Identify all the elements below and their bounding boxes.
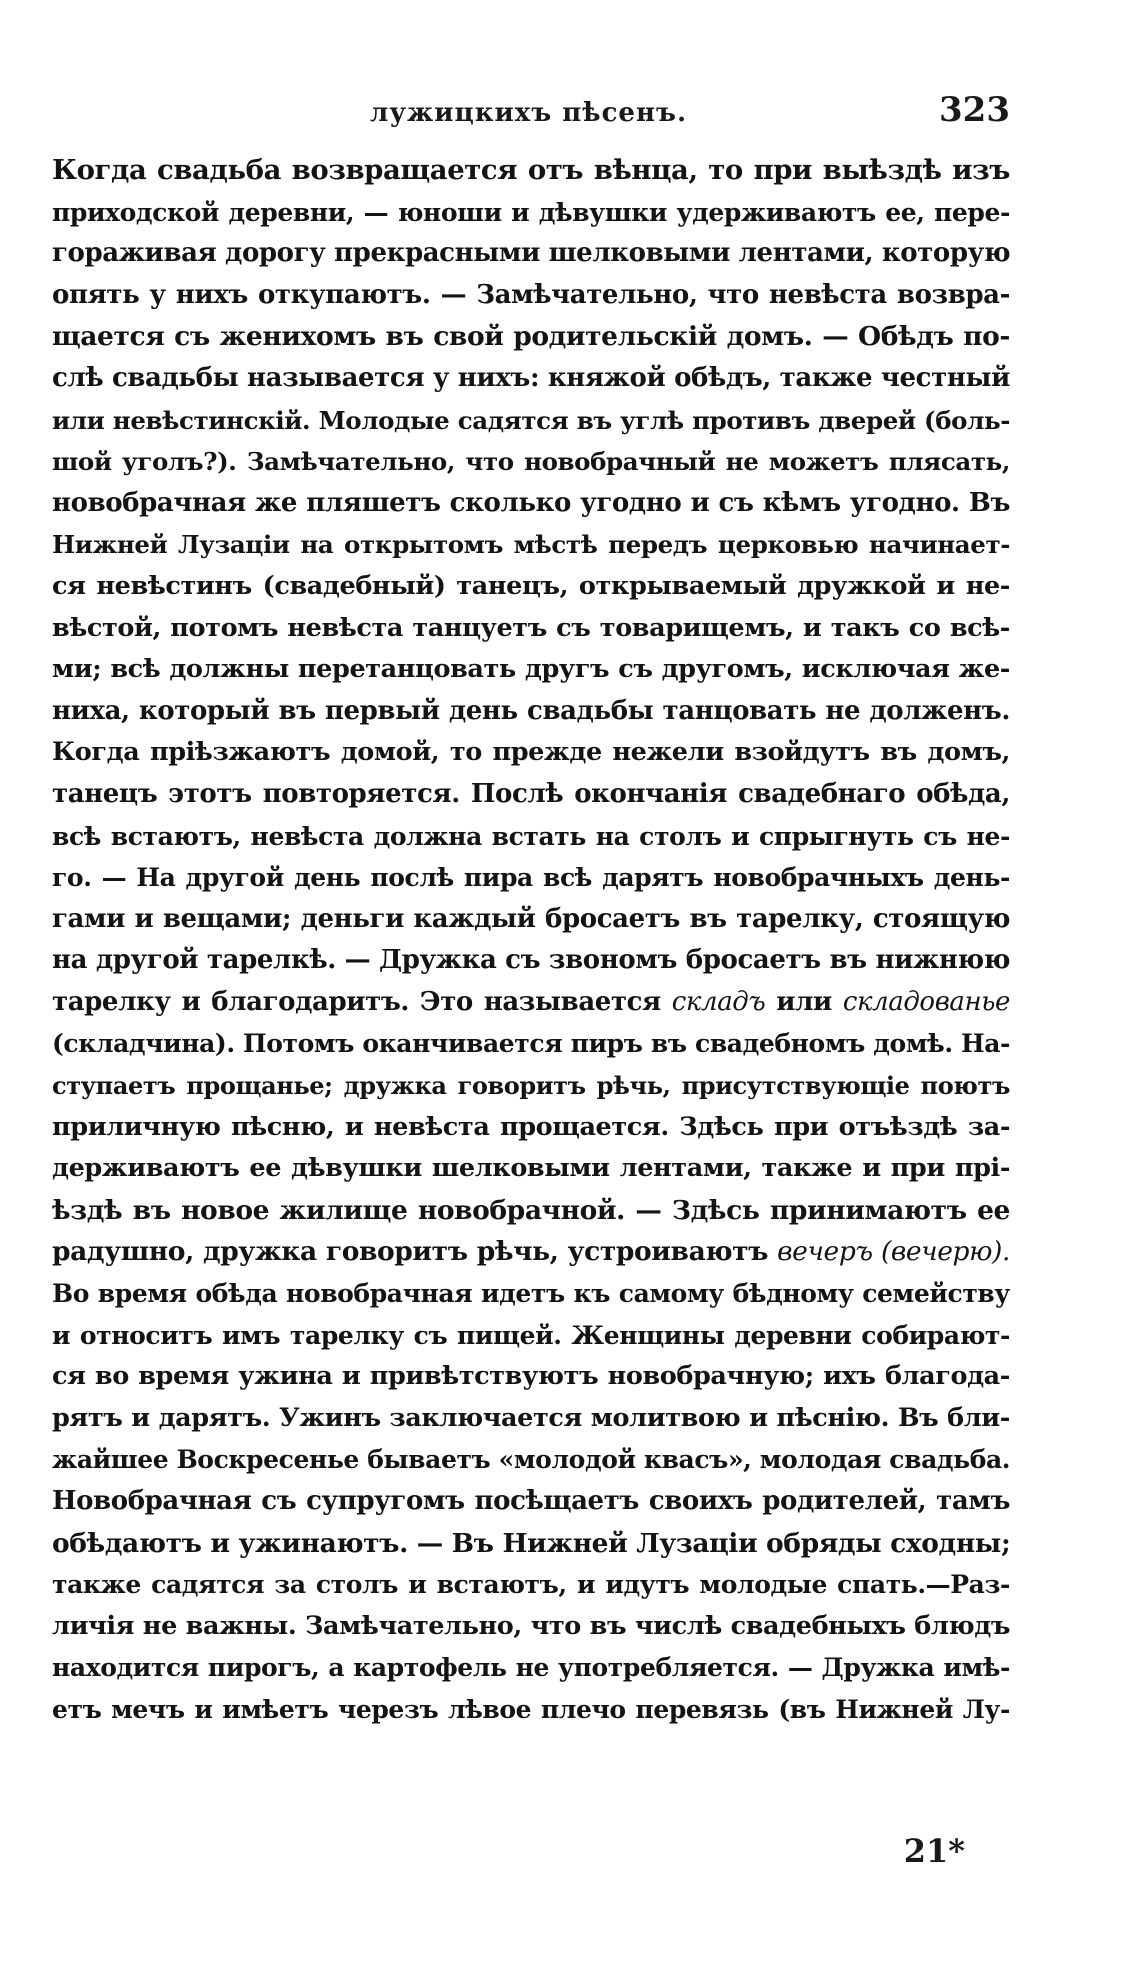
text-line: Когда свадьба возвращается отъ вѣнца, то при выѣздѣ изъ xyxy=(52,154,1010,186)
text-line: го. — На другой день послѣ пира всѣ дарятъ новобрачныхъ день- xyxy=(52,863,1010,893)
text-line: рятъ и дарятъ. Ужинъ заключается молитвою и пѣснію. Въ бли- xyxy=(52,1402,1010,1433)
text-line: гораживая дорогу прекрасными шелковыми лентами, которую xyxy=(52,238,1011,269)
text-line: также садятся за столъ и встаютъ, и идутъ молодые спать.—Раз- xyxy=(52,1570,1010,1600)
text-line: всѣ встаютъ, невѣста должна встать на столъ и спрыгнуть съ не- xyxy=(52,821,1010,851)
page-number: 323 xyxy=(939,90,1010,130)
text-line: ми; всѣ должны перетанцовать другъ съ другомъ, исключая же- xyxy=(52,654,1010,685)
text-line: (складчина). Потомъ оканчивается пиръ въ свадебномъ домѣ. На- xyxy=(52,1029,1010,1059)
text-line: ступаетъ прощанье; дружка говоритъ рѣчь, присутствующіе поютъ xyxy=(52,1071,1010,1101)
text-line: Новобрачная съ супругомъ посѣщаетъ своихъ родителей, тамъ xyxy=(52,1486,1010,1516)
text-line: приличную пѣсню, и невѣста прощается. Здѣсь при отъѣздѣ за- xyxy=(52,1111,1010,1142)
text-line: приходской деревни, — юноши и дѣвушки удерживаютъ ее, пере- xyxy=(52,197,1010,227)
text-line: или невѣстинскій. Молодые садятся въ углѣ противъ дверей (боль- xyxy=(52,405,1010,435)
text-line: слѣ свадьбы называется у нихъ: княжой обѣдъ, также честный xyxy=(52,362,1010,393)
text-line: опять у нихъ откупаютъ. — Замѣчательно, что невѣста возвра- xyxy=(52,279,1010,310)
text-line: Нижней Лузаціи на открытомъ мѣстѣ передъ церковью начинает- xyxy=(52,530,1010,560)
body-text xyxy=(52,150,1010,1731)
text-line: держиваютъ ее дѣвушки шелковыми лентами, также и при прі- xyxy=(52,1153,1010,1184)
text-run: или xyxy=(765,986,843,1017)
text-run: радушно, дружка говоритъ рѣчь, устроиваютъ xyxy=(52,1236,778,1268)
text-line: ѣздѣ въ новое жилище новобрачной. — Здѣсь принимаютъ ее xyxy=(52,1194,1010,1226)
running-title: лужицкихъ пѣсенъ. xyxy=(370,98,687,128)
text-line-with-italics xyxy=(52,982,1010,1024)
text-line: находится пирогъ, а картофель не употребляется. — Дружка имѣ- xyxy=(52,1653,1010,1683)
italic-term: складъ xyxy=(671,986,766,1017)
text-run: тарелку и благодаритъ. Это называется xyxy=(52,986,672,1017)
text-line: гами и вещами; деньги каждый бросаетъ въ тарелку, стоящую xyxy=(52,903,1010,934)
italic-term: вечеръ (вечерю). xyxy=(777,1236,1011,1268)
text-line: ся невѣстинъ (свадебный) танецъ, открываемый дружкой и не- xyxy=(52,570,1010,601)
text-line: Когда пріѣзжаютъ домой, то прежде нежели взойдутъ въ домъ, xyxy=(52,737,1010,768)
text-line: новобрачная же пляшетъ сколько угодно и съ кѣмъ угодно. Въ xyxy=(52,487,1010,518)
text-line: вѣстой, потомъ невѣста танцуетъ съ товарищемъ, и такъ со всѣ- xyxy=(52,612,1010,643)
text-line: ся во время ужина и привѣтствуютъ новобрачную; ихъ благода- xyxy=(52,1361,1010,1392)
signature-mark: 21* xyxy=(903,1832,965,1870)
text-line: обѣдаютъ и ужинаютъ. — Въ Нижней Лузаціи обряды сходны; xyxy=(52,1527,1011,1559)
text-line: Во время обѣда новобрачная идетъ къ самому бѣдному семейству xyxy=(52,1279,1010,1309)
text-line: шой уголъ?). Замѣчательно, что новобрачный не можетъ плясать, xyxy=(52,447,1010,477)
text-line: етъ мечъ и имѣетъ черезъ лѣвое плечо перевязь (въ Нижней Лу- xyxy=(52,1694,1010,1724)
text-line: щается съ женихомъ въ свой родительскій домъ. — Обѣдъ по- xyxy=(52,321,1010,353)
text-line: личія не важны. Замѣчательно, что въ числѣ свадебныхъ блюдъ xyxy=(52,1610,1010,1641)
text-line-with-italics xyxy=(52,1231,1010,1273)
text-line: жайшее Воскресенье бываетъ «молодой квасъ», молодая свадьба. xyxy=(52,1445,1011,1475)
italic-term: складованье xyxy=(842,986,1010,1017)
text-line: ниха, который въ первый день свадьбы танцовать не долженъ. xyxy=(52,695,1010,726)
text-line: на другой тарелкѣ. — Дружка съ звономъ бросаетъ въ нижнюю xyxy=(52,945,1010,976)
text-line: и относитъ имъ тарелку съ пищей. Женщины деревни собирают- xyxy=(52,1320,1010,1350)
text-line: танецъ этотъ повторяется. Послѣ окончанія свадебнаго обѣда, xyxy=(52,778,1010,809)
